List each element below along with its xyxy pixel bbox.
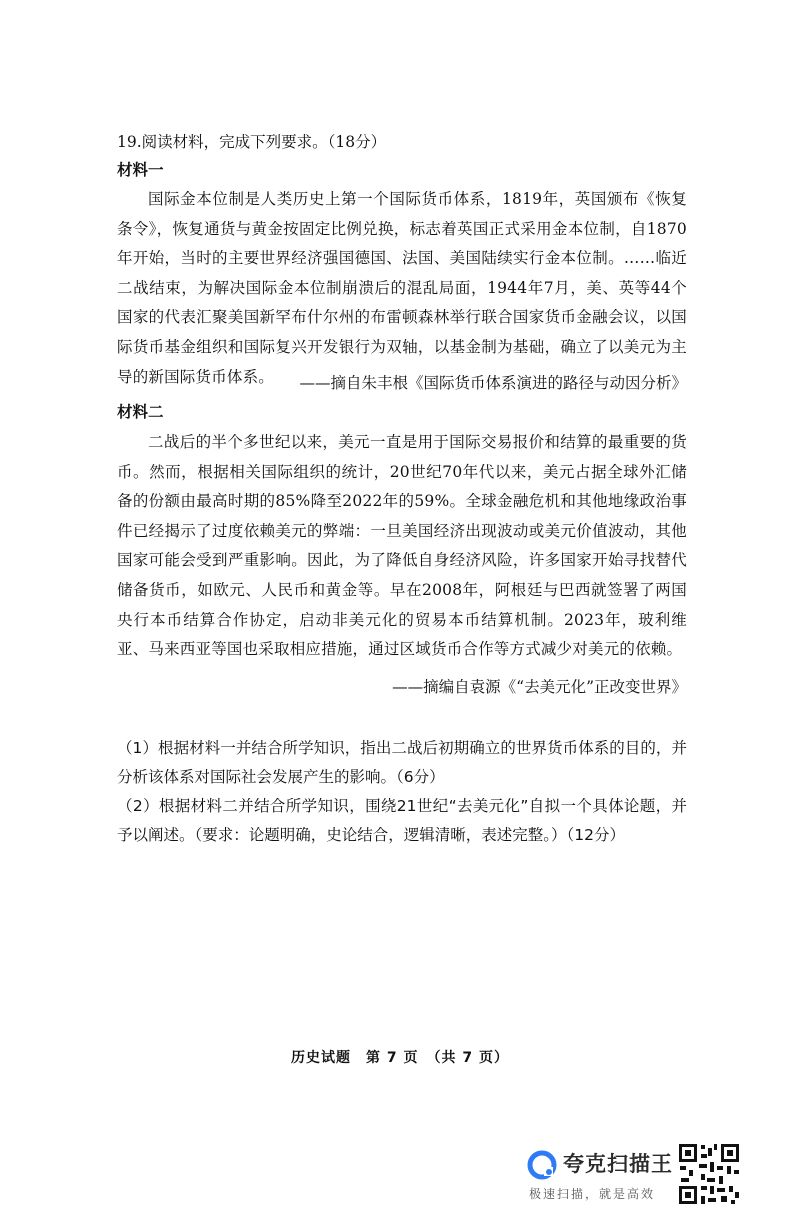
scanner-watermark: [527, 1142, 742, 1206]
scanner-slogan: 极速扫描，就是高效: [529, 1187, 656, 1201]
scanner-logo-icon: [527, 1150, 557, 1180]
task-2: （2）根据材料二并结合所学知识，围绕21世纪“去美元化”自拟一个具体论题，并予以阐述。（要求：论题明确，史论结合，逻辑清晰，表述完整。）（12分）: [117, 797, 687, 844]
page-footer: 历史试题 第 7 页 （共 7 页）: [291, 1050, 509, 1066]
material1-source: ——摘自朱丰根《国际货币体系演进的路径与动因分析》: [299, 374, 687, 392]
task-1: （1）根据材料一并结合所学知识，指出二战后初期确立的世界货币体系的目的，并分析该体系对国际社会发展产生的影响。（6分）: [117, 739, 687, 786]
material1-text: 国际金本位制是人类历史上第一个国际货币体系，1819年，英国颁布《恢复条令》，恢复通货与黄金按固定比例兑换，标志着英国正式采用金本位制，自1870年开始，当时的主要世界经济强国德国、法国、美国陆续实行金本位制。……临近二战结束，为解决国际金本位制崩溃后的混乱局面，1944年7月，美、英等44个国家的代表汇聚美国新罕布什尔州的布雷顿森林举行联合国家货币金融会议，以国际货币基金组织和国际复兴开发银行为双轴，以基金制为基础，确立了以美元为主导的新国际货币体系。: [117, 190, 687, 386]
scanner-brand: 夸克扫描王: [563, 1152, 673, 1176]
question-title: 19.阅读材料，完成下列要求。（18分）: [117, 133, 387, 151]
material2-source: ——摘编自袁源《“去美元化”正改变世界》: [392, 678, 687, 696]
qr-code-icon: [677, 1142, 741, 1206]
material2-heading: 材料二: [117, 403, 164, 421]
material2-text: 二战后的半个多世纪以来，美元一直是用于国际交易报价和结算的最重要的货币。然而，根据相关国际组织的统计，20世纪70年代以来，美元占据全球外汇储备的份额由最高时期的85%降至2022年的59%。全球金融危机和其他地缘政治事件已经揭示了过度依赖美元的弊端：一旦美国经济出现波动或美元价值波动，其他国家可能会受到严重影响。因此，为了降低自身经济风险，许多国家开始寻找替代储备货币，如欧元、人民币和黄金等。早在2008年，阿根廷与巴西就签署了两国央行本币结算合作协定，启动非美元化的贸易本币结算机制。2023年，玻利维亚、马来西亚等国也采取相应措施，通过区域货币合作等方式减少对美元的依赖。: [117, 433, 687, 659]
material1-heading: 材料一: [117, 161, 164, 179]
